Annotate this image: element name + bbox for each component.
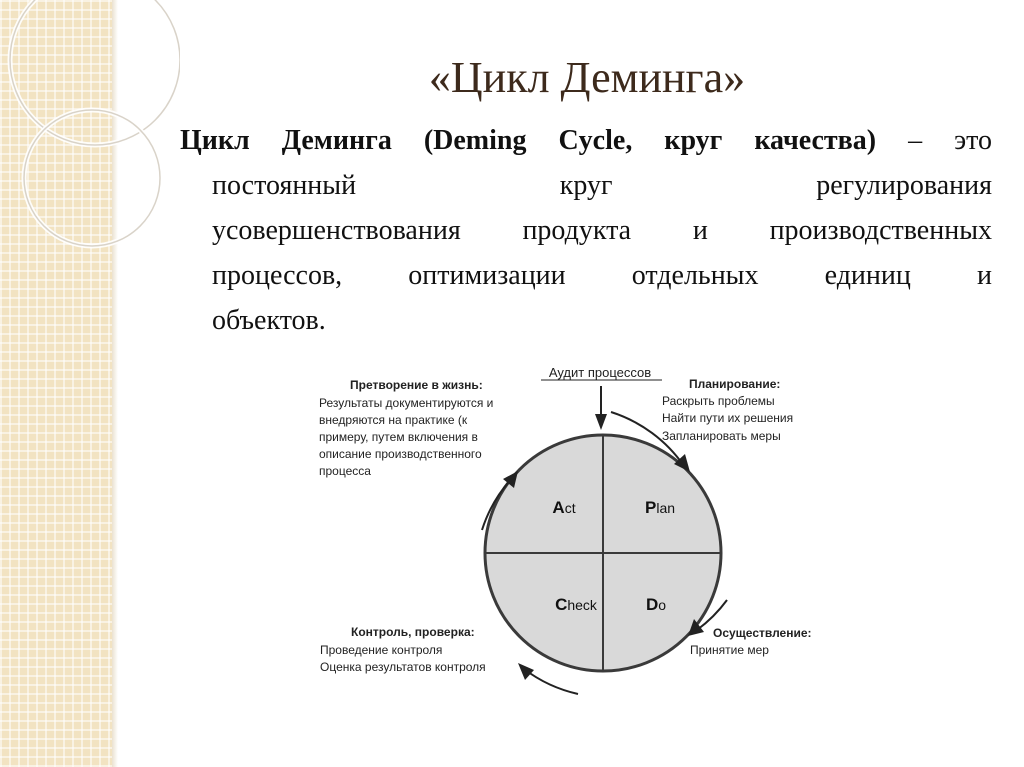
act-description [319,378,493,478]
check-heading: Контроль, проверка: [351,625,475,639]
quadrant-act: Act [552,498,576,517]
plan-line-3: Запланировать меры [662,429,781,443]
audit-label: Аудит процессов [548,365,652,380]
act-line-5: процесса [319,464,371,478]
do-line-1: Принятие мер [690,643,769,657]
do-description [690,626,812,657]
act-line-1: Результаты документируются и [319,396,494,410]
plan-line-1: Раскрыть проблемы [662,394,775,408]
definition-line-3: усовершенствования продукта и производственных [212,215,992,246]
check-line-2: Оценка результатов контроля [320,660,486,674]
check-description [320,625,486,674]
arrow-check-icon [518,663,534,680]
check-line-1: Проведение контроля [320,643,443,657]
definition-line-2: постоянный круг регулирования [212,170,992,201]
plan-line-2: Найти пути их решения [662,411,794,425]
plan-heading: Планирование: [689,377,781,391]
act-heading: Претворение в жизнь: [350,378,483,392]
definition-line-4: процессов, оптимизации отдельных единиц и [212,260,992,291]
definition-line-1-rest: – это [876,125,993,156]
plan-description [662,377,793,443]
definition-line-5: объектов. [212,305,326,336]
do-heading: Осуществление: [713,626,812,640]
act-line-4: описание производственного [319,447,482,461]
act-line-2: внедряются на практике (к [319,413,468,427]
audit-arrow-icon [595,414,607,430]
quadrant-do: Do [645,595,667,614]
definition-term: Цикл Деминга (Deming Cycle, круг качества) [180,125,877,156]
quadrant-plan: Plan [644,498,676,517]
slide-title: «Цикл Деминга» [428,53,746,102]
arc-check-to-act [524,669,578,694]
quadrant-check: Check [555,595,597,614]
act-line-3: примеру, путем включения в [319,430,478,444]
